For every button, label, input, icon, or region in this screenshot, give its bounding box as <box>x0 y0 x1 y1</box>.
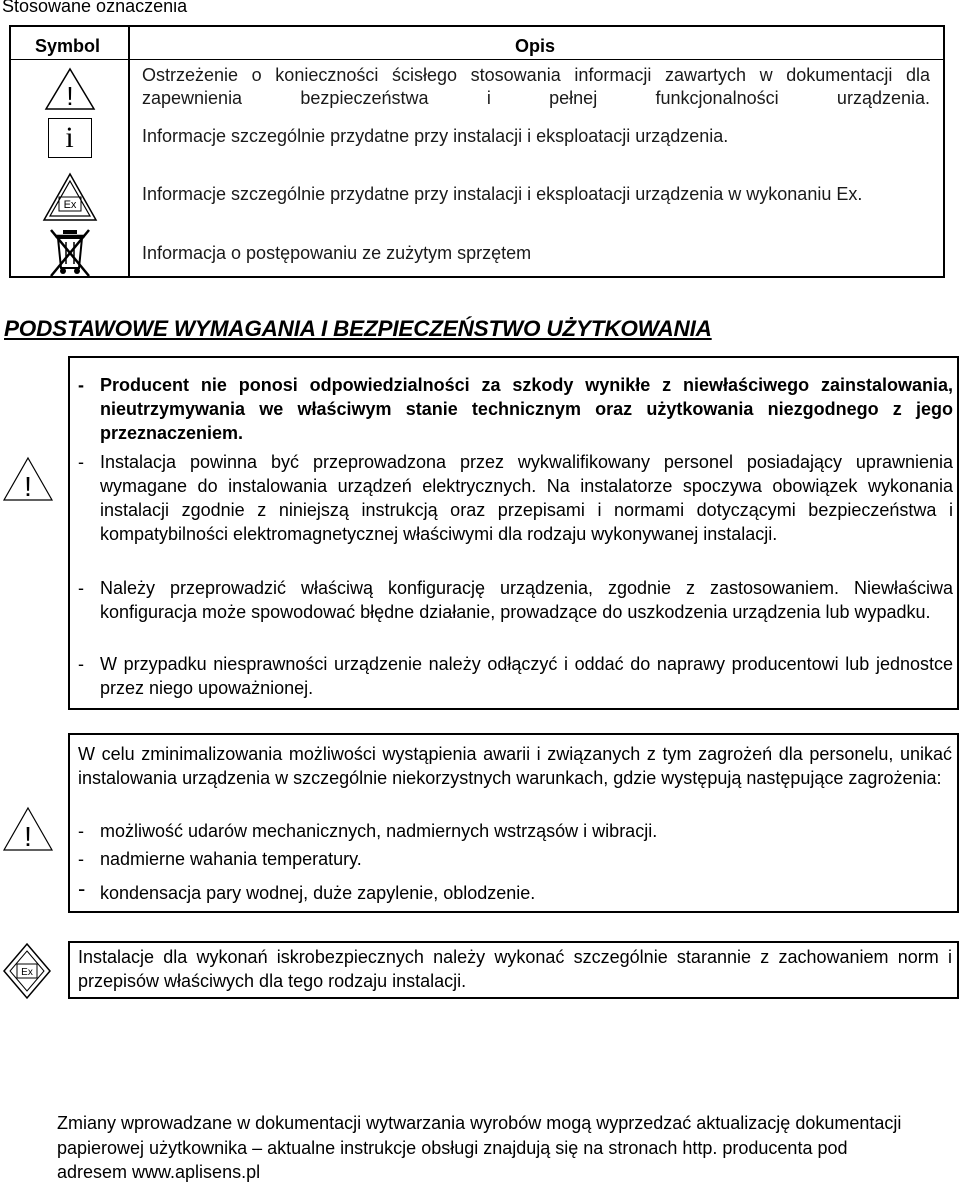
svg-text:!: ! <box>24 471 32 502</box>
requirement-text: Należy przeprowadzić właściwą konfigurację urządzenia, zgodnie z zastosowaniem. Niewłaściwa konfiguracja może spowodować błędne działanie, prowadzące do uszkodzenia urządzenia lub wypadku. <box>100 578 953 622</box>
warning-triangle-icon <box>2 455 54 503</box>
list-dash: - <box>78 452 84 472</box>
list-item <box>78 373 953 445</box>
requirements-box <box>68 356 959 710</box>
list-item <box>78 847 953 871</box>
symbol-desc-ex: Informacje szczególnie przydatne przy instalacji i eksploatacji urządzenia w wykonaniu Ex. <box>142 184 863 204</box>
svg-text:Ex: Ex <box>63 199 76 211</box>
svg-text:!: ! <box>65 81 74 111</box>
requirement-text: W przypadku niesprawności urządzenie należy odłączyć i oddać do naprawy producentowi lub jednostce przez niego upoważnionej. <box>100 654 953 698</box>
list-item <box>78 576 953 624</box>
ex-diamond-icon <box>2 942 52 1000</box>
symbol-desc-bin: Informacja o postępowaniu ze zużytym sprzętem <box>142 243 532 263</box>
symbols-table <box>9 25 945 278</box>
warning-triangle-icon <box>2 805 54 853</box>
section-title: PODSTAWOWE WYMAGANIA I BEZPIECZEŃSTWO UŻYTKOWANIA <box>4 316 712 341</box>
list-dash: - <box>78 375 84 395</box>
symbol-desc-info: Informacje szczególnie przydatne przy instalacji i eksploatacji urządzenia. <box>142 126 729 146</box>
list-dash: - <box>78 876 86 901</box>
environment-intro: W celu zminimalizowania możliwości wystąpienia awarii i związanych z tym zagrożeń dla personelu, unikać instalowania urządzenia w szczególnie niekorzystnych warunkach, gdzie występują następujące zagrożenia: <box>78 744 952 788</box>
svg-text:Ex: Ex <box>21 967 33 978</box>
symbol-cell-ex <box>11 169 128 225</box>
symbol-cell-info <box>11 117 128 159</box>
list-item <box>78 450 953 546</box>
hazard-text: kondensacja pary wodnej, duże zapylenie, oblodzenie. <box>100 883 536 903</box>
requirement-text: Instalacja powinna być przeprowadzona przez wykwalifikowany personel posiadający uprawnienia wymagane do instalowania urządzeń elektrycznych. Na instalatorze spoczywa obowiązek wykonania instalacji zgodnie z niniejszą instrukcją oraz przepisami i normami dotyczącymi bezpieczeństwa i kompatybilności elektromagnetycznej właściwymi dla rodzaju wykonywanej instalacji. <box>100 452 953 544</box>
hazard-text: nadmierne wahania temperatury. <box>100 849 362 869</box>
list-item <box>78 652 953 700</box>
list-item <box>78 876 953 905</box>
list-dash: - <box>78 821 84 841</box>
header-symbol: Symbol <box>35 36 101 56</box>
table-header-rule <box>11 59 943 60</box>
symbol-desc-warning: Ostrzeżenie o konieczności ścisłego stosowania informacji zawartych w dokumentacji dla zapewnienia bezpieczeństwa i pełnej funkcjonalności urządzenia. <box>142 65 930 108</box>
crossed-bin-icon <box>45 226 95 278</box>
list-dash: - <box>78 849 84 869</box>
requirement-text: Producent nie ponosi odpowiedzialności za szkody wynikłe z niewłaściwego zainstalowania, nieutrzymywania we właściwym stanie technicznym oraz użytkowania niezgodnego z jego przeznaczeniem. <box>100 375 953 443</box>
warning-triangle-icon <box>43 66 97 112</box>
list-item <box>78 819 953 843</box>
info-i-icon: i <box>48 118 92 158</box>
footer-note: Zmiany wprowadzane w dokumentacji wytwarzania wyrobów mogą wyprzedzać aktualizację dokumentacji papierowej użytkownika – aktualne instrukcje obsługi znajdują się na stronach http. producenta pod adresem www.aplisens.pl <box>57 1113 902 1182</box>
page-title: Stosowane oznaczenia <box>2 0 188 16</box>
svg-text:!: ! <box>24 821 32 852</box>
hazard-text: możliwość udarów mechanicznych, nadmiernych wstrząsów i wibracji. <box>100 821 658 841</box>
ex-triangle-icon <box>41 170 99 224</box>
list-dash: - <box>78 654 84 674</box>
symbol-cell-bin <box>11 225 128 279</box>
header-desc: Opis <box>515 36 556 56</box>
symbol-cell-warning <box>11 63 128 115</box>
table-divider <box>128 27 130 276</box>
ex-note-text: Instalacje dla wykonań iskrobezpiecznych należy wykonać szczególnie starannie z zachowaniem norm i przepisów właściwych dla tego rodzaju instalacji. <box>78 947 952 991</box>
environment-box <box>68 733 959 913</box>
ex-note-box <box>68 941 959 999</box>
list-dash: - <box>78 578 84 598</box>
